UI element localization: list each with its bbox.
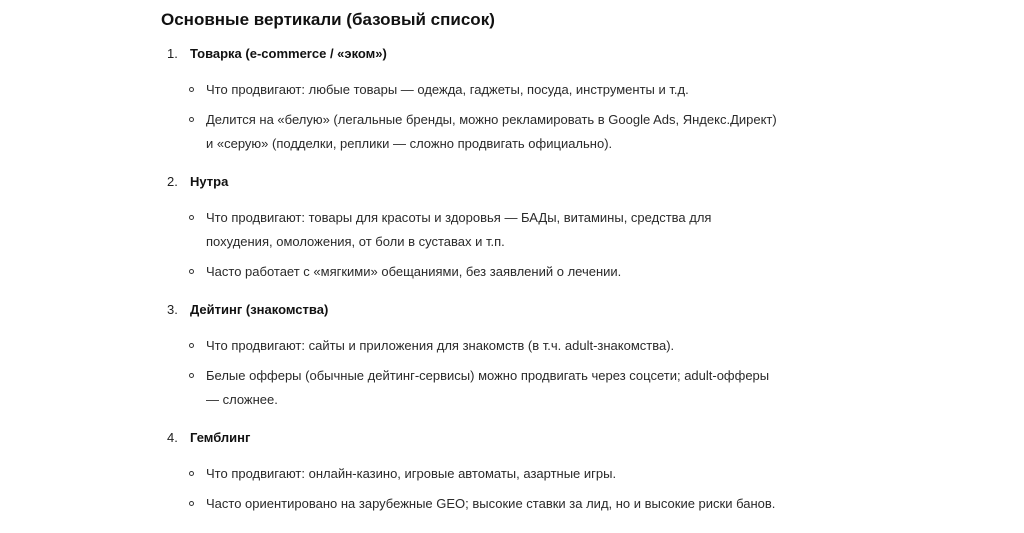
vertical-title bbox=[161, 429, 781, 447]
point-text: Делится на «белую» (легальные бренды, можно рекламировать в Google Ads, Яндекс.Директ) и «серую» (подделки, реплики — сложно продвигать официально). bbox=[206, 112, 777, 151]
vertical-item bbox=[161, 173, 781, 284]
point-text: Что продвигают: любые товары — одежда, гаджеты, посуда, инструменты и т.д. bbox=[206, 82, 689, 97]
list-item bbox=[189, 206, 781, 254]
hollow-bullet-icon bbox=[189, 87, 194, 92]
vertical-title-text: Гемблинг bbox=[190, 430, 251, 445]
hollow-bullet-icon bbox=[189, 471, 194, 476]
vertical-title bbox=[161, 173, 781, 191]
point-text: Часто ориентировано на зарубежные GEO; высокие ставки за лид, но и высокие риски банов. bbox=[206, 496, 776, 511]
hollow-bullet-icon bbox=[189, 117, 194, 122]
hollow-bullet-icon bbox=[189, 269, 194, 274]
vertical-points bbox=[161, 334, 781, 412]
vertical-item bbox=[161, 45, 781, 156]
vertical-points bbox=[161, 206, 781, 284]
vertical-title-text: Нутра bbox=[190, 174, 229, 189]
list-item bbox=[189, 260, 781, 284]
hollow-bullet-icon bbox=[189, 373, 194, 378]
vertical-title bbox=[161, 301, 781, 319]
point-text: Что продвигают: онлайн-казино, игровые автоматы, азартные игры. bbox=[206, 466, 617, 481]
point-text: Что продвигают: сайты и приложения для знакомств (в т.ч. adult-знакомства). bbox=[206, 338, 675, 353]
hollow-bullet-icon bbox=[189, 501, 194, 506]
section-heading: Основные вертикали (базовый список) bbox=[161, 10, 495, 29]
verticals-list bbox=[161, 45, 781, 516]
point-text: Белые офферы (обычные дейтинг-сервисы) можно продвигать через соцсети; adult-офферы — сложнее. bbox=[206, 368, 770, 407]
list-item bbox=[189, 462, 781, 486]
point-text: Что продвигают: товары для красоты и здоровья — БАДы, витамины, средства для похудения, омоложения, от боли в суставах и т.п. bbox=[206, 210, 712, 249]
list-item bbox=[189, 334, 781, 358]
vertical-title-text: Дейтинг (знакомства) bbox=[190, 302, 329, 317]
hollow-bullet-icon bbox=[189, 215, 194, 220]
list-item bbox=[189, 492, 781, 516]
list-item bbox=[189, 78, 781, 102]
hollow-bullet-icon bbox=[189, 343, 194, 348]
vertical-number: 1. bbox=[167, 46, 178, 61]
vertical-number: 4. bbox=[167, 430, 178, 445]
list-item bbox=[189, 108, 781, 156]
vertical-points bbox=[161, 78, 781, 156]
vertical-number: 3. bbox=[167, 302, 178, 317]
point-text: Часто работает с «мягкими» обещаниями, без заявлений о лечении. bbox=[206, 264, 622, 279]
vertical-item bbox=[161, 429, 781, 516]
vertical-number: 2. bbox=[167, 174, 178, 189]
list-item bbox=[189, 364, 781, 412]
vertical-item bbox=[161, 301, 781, 412]
document-content bbox=[161, 0, 781, 516]
vertical-title-text: Товарка (e-commerce / «эком») bbox=[190, 46, 387, 61]
vertical-title bbox=[161, 45, 781, 63]
vertical-points bbox=[161, 462, 781, 516]
